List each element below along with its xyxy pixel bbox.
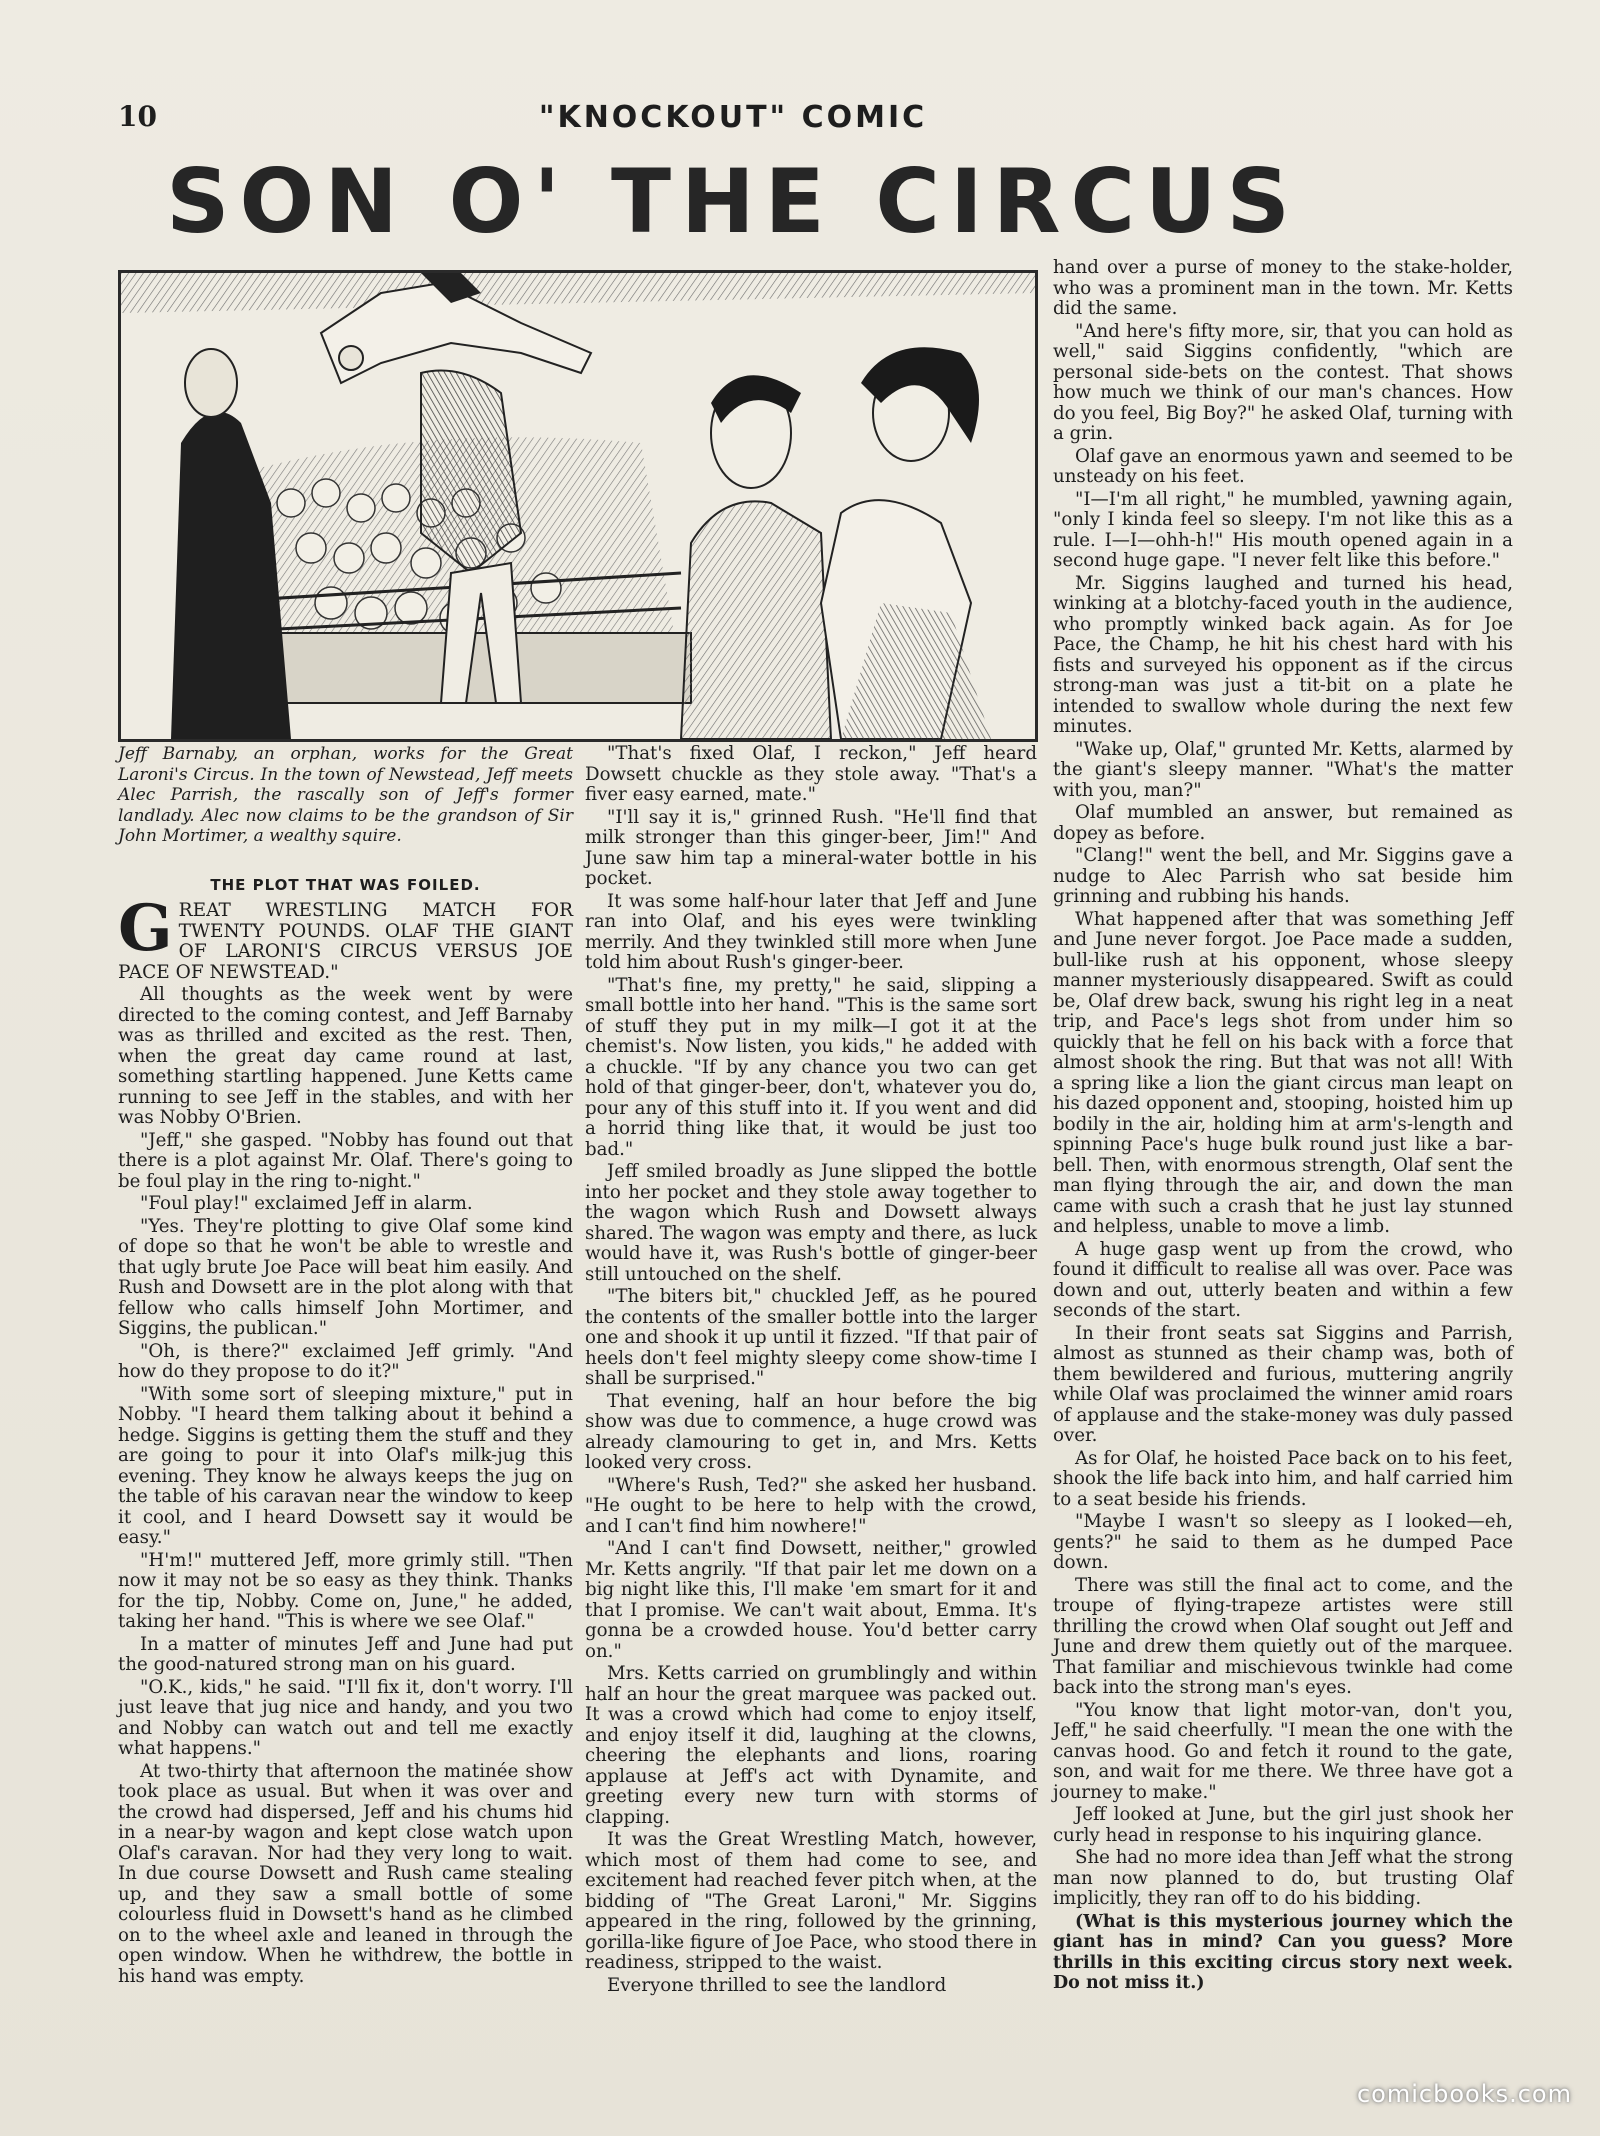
paragraph: "Oh, is there?" exclaimed Jeff grimly. "And how do they propose to do it?"	[118, 1340, 573, 1382]
paragraph: "Yes. They're plotting to give Olaf some kind of dope so that he won't be able to wrestle and that ugly brute Joe Pace will beat him easily. And Rush and Dowsett are in the plot along with that fellow who calls himself John Mortimer, and Siggins, the publican."	[118, 1215, 573, 1339]
section-subheading: THE PLOT THAT WAS FOILED.	[210, 875, 481, 894]
story-caption: Jeff Barnaby, an orphan, works for the Great Laroni's Circus. In the town of Newstead, Jeff meets Alec Parrish, the rascally son of Jeff's former landlady. Alec now claims to be the grandson of Sir John Mortimer, a wealthy squire.	[118, 744, 573, 846]
paragraph: "Jeff," she gasped. "Nobby has found out that there is a plot against Mr. Olaf. There's going to be foul play in the ring to-night."	[118, 1129, 573, 1192]
paragraph: What happened after that was something Jeff and June never forgot. Joe Pace made a sudden, bull-like rush at his opponent, whose sleepy manner mysteriously disappeared. Swift as could be, Olaf drew back, swung his right leg in a neat trip, and Pace's legs shot from under him so quickly that he fell on his back with a force that almost shook the ring. But that was not all! With a spring like a lion the giant circus man leapt on his dazed opponent and, stooping, hoisted him up bodily in the air, holding him at arm's-length and spinning Pace's huge bulk round just like a bar-bell. Then, with enormous strength, Olaf sent the man flying through the air, and down the man came with such a crash that he just lay stunned and helpless, unable to move a limb.	[1053, 908, 1513, 1237]
paragraph: That evening, half an hour before the big show was due to commence, a huge crowd was already clamouring to get in, and Mrs. Ketts looked very cross.	[585, 1390, 1037, 1473]
wrestling-illustration-image	[121, 273, 1035, 739]
page-number: 10	[118, 100, 157, 133]
column-middle	[585, 744, 1037, 1998]
paragraph: In their front seats sat Siggins and Parrish, almost as stunned as their champ was, both of them bewildered and furious, muttering angrily while Olaf was proclaimed the winner amid roars of applause and the stake-money was duly passed over.	[1053, 1322, 1513, 1446]
paragraph: "You know that light motor-van, don't you, Jeff," he said cheerfully. "I mean the one with the canvas hood. Go and fetch it round to the gate, son, and wait for me there. We three have got a journey to make."	[1053, 1699, 1513, 1803]
paragraph: "Foul play!" exclaimed Jeff in alarm.	[140, 1193, 473, 1214]
paragraph: Olaf mumbled an answer, but remained as dopey as before.	[1053, 802, 1513, 844]
paragraph: "With some sort of sleeping mixture," put in Nobby. "I heard them talking about it behind a hedge. Siggins is getting them the stuff and they are going to pour it into Olaf's milk-jug this evening. They know he always keeps the jug on the table of his caravan near the window to keep it cool, and I heard Dowsett say it would be easy."	[118, 1383, 573, 1548]
paragraph: Jeff smiled broadly as June slipped the bottle into her pocket and they stole away together to the wagon which Rush and Dowsett always shared. The wagon was empty and there, as luck would have it, was Rush's bottle of ginger-beer still untouched on the shelf.	[585, 1161, 1037, 1285]
paragraph: "I'll say it is," grinned Rush. "He'll find that milk stronger than this ginger-beer, Jim!" And June saw him tap a mineral-water bottle in his pocket.	[585, 806, 1037, 889]
paragraph: "H'm!" muttered Jeff, more grimly still. "Then now it may not be so easy as they think. Thanks for the tip, Nobby. Come on, June," he added, taking her hand. "This is where we see Olaf."	[118, 1549, 573, 1632]
paragraph: There was still the final act to come, and the troupe of flying-trapeze artistes were still thrilling the crowd when Olaf sought out Jeff and June and drew them quietly out of the marquee. That familiar and mischievous twinkle had come back into the strong man's eyes.	[1053, 1574, 1513, 1698]
paragraph: In a matter of minutes Jeff and June had put the good-natured strong man on his guard.	[118, 1633, 573, 1675]
magazine-title: "KNOCKOUT" COMIC	[538, 100, 928, 135]
lede-text: REAT WRESTLING MATCH FOR TWENTY POUNDS. OLAF THE GIANT OF LARONI'S CIRCUS VERSUS JOE PACE OF NEWSTEAD."	[118, 900, 573, 983]
paragraph: At two-thirty that afternoon the matinée show took place as usual. But when it was over and the crowd had dispersed, Jeff and his chums hid in a near-by wagon and kept close watch upon Olaf's caravan. Nor had they very long to wait. In due course Dowsett and Rush came stealing up, and they saw a small bottle of some colourless fluid in Dowsett's hand as he climbed on to the wheel axle and leaned in through the open window. When he withdrew, the bottle in his hand was empty.	[118, 1760, 573, 1987]
closing-teaser: (What is this mysterious journey which the giant has in mind? Can you guess? More thrills in this exciting circus story next week. Do not miss it.)	[1053, 1911, 1513, 1993]
paragraph: "Wake up, Olaf," grunted Mr. Ketts, alarmed by the giant's sleepy manner. "What's the matter with you, man?"	[1053, 738, 1513, 801]
drop-cap: G	[118, 891, 173, 966]
paragraph: "And here's fifty more, sir, that you can hold as well," said Siggins confidently, "which are personal side-bets on the contest. That shows how much we think of our man's chances. How do you feel, Big Boy?" he asked Olaf, turning with a grin.	[1053, 320, 1513, 444]
paragraph: As for Olaf, he hoisted Pace back on to his feet, shook the life back into him, and half carried him to a seat beside his friends.	[1053, 1447, 1513, 1510]
paragraph: Mr. Siggins laughed and turned his head, winking at a blotchy-faced youth in the audience, who promptly winked back again. As for Joe Pace, the Champ, he hit his chest hard with his fists and surveyed his opponent as if the circus strong-man was just a tit-bit on a plate he intended to swallow whole during the next few minutes.	[1053, 572, 1513, 737]
paragraph: It was the Great Wrestling Match, however, which most of them had come to see, and excitement had reached fever pitch when, at the bidding of "The Great Laroni," Mr. Siggins appeared in the ring, followed by the grinning, gorilla-like figure of Joe Pace, who stood there in readiness, stripped to the waist.	[585, 1829, 1037, 1973]
paragraph: Mrs. Ketts carried on grumblingly and within half an hour the great marquee was packed out. It was a crowd which had come to enjoy itself, and enjoy itself it did, laughing at the clowns, cheering the elephants and lions, roaring applause at Jeff's act with Dynamite, and greeting every new turn with storms of clapping.	[585, 1663, 1037, 1828]
paragraph: A huge gasp went up from the crowd, who found it difficult to realise all was over. Pace was down and out, utterly beaten and within a few seconds of the start.	[1053, 1238, 1513, 1321]
page-header	[118, 100, 1348, 150]
column-right	[1053, 258, 1513, 1996]
story-title: SON O' THE CIRCUS	[166, 150, 1300, 253]
paragraph: "And I can't find Dowsett, neither," growled Mr. Ketts angrily. "If that pair let me down on a big night like this, I'll make 'em smart for it and that I promise. We can't wait about, Emma. It's gonna be a crowded house. You'd better carry on."	[585, 1538, 1037, 1662]
paragraph: "That's fixed Olaf, I reckon," Jeff heard Dowsett chuckle as they stole away. "That's a fiver easy earned, mate."	[585, 743, 1037, 805]
paragraph: "Maybe I wasn't so sleepy as I looked—eh, gents?" he said to them as he dumped Pace down.	[1053, 1511, 1513, 1573]
paragraph: Everyone thrilled to see the landlord	[607, 1974, 947, 1996]
paragraph: "Where's Rush, Ted?" she asked her husband. "He ought to be here to help with the crowd, and I can't find him nowhere!"	[585, 1474, 1037, 1537]
lede-paragraph	[118, 891, 573, 983]
paragraph: Jeff looked at June, but the girl just shook her curly head in response to his inquiring glance.	[1053, 1804, 1513, 1846]
paragraph: "I—I'm all right," he mumbled, yawning again, "only I kinda feel so sleepy. I'm not like this as a rule. I—I—ohh-h!" His mouth opened again in a second huge gape. "I never felt like this before."	[1053, 488, 1513, 571]
paragraph: "The biters bit," chuckled Jeff, as he poured the contents of the smaller bottle into the larger one and shook it up until it fizzed. "If that pair of heels don't feel mighty sleepy come show-time I shall be surprised."	[585, 1286, 1037, 1389]
paragraph: "O.K., kids," he said. "I'll fix it, don't worry. I'll just leave that jug nice and handy, and you two and Nobby can watch out and tell me exactly what happens."	[118, 1676, 573, 1759]
paragraph: "Clang!" went the bell, and Mr. Siggins gave a nudge to Alec Parrish who sat beside him grinning and rubbing his hands.	[1053, 845, 1513, 907]
column-left	[118, 744, 573, 1989]
site-watermark: comicbooks.com	[1356, 2080, 1572, 2108]
paragraph: "That's fine, my pretty," he said, slipping a small bottle into her hand. "This is the same sort of stuff they put in my milk—I got it at the chemist's. Now listen, you kids," he added with a chuckle. "If by any chance you two can get hold of that ginger-beer, don't, whatever you do, pour any of this stuff into it. If you went and did a horrid thing like that, it would be just too bad."	[585, 974, 1037, 1160]
paragraph: She had no more idea than Jeff what the strong man now planned to do, but trusting Olaf implicitly, they ran off to do his bidding.	[1053, 1847, 1513, 1909]
paragraph: Olaf gave an enormous yawn and seemed to be unsteady on his feet.	[1053, 445, 1513, 487]
story-illustration	[118, 270, 1038, 742]
paragraph: All thoughts as the week went by were directed to the coming contest, and Jeff Barnaby was as thrilled and excited as the rest. Then, when the great day came round at last, something startling happened. June Ketts came running to see Jeff in the stables, and with her was Nobby O'Brien.	[118, 984, 573, 1128]
paragraph: It was some half-hour later that Jeff and June ran into Olaf, and his eyes were twinkling merrily. And they twinkled still more when June told him about Rush's ginger-beer.	[585, 890, 1037, 973]
paragraph: hand over a purse of money to the stake-holder, who was a prominent man in the town. Mr. Ketts did the same.	[1053, 257, 1513, 319]
